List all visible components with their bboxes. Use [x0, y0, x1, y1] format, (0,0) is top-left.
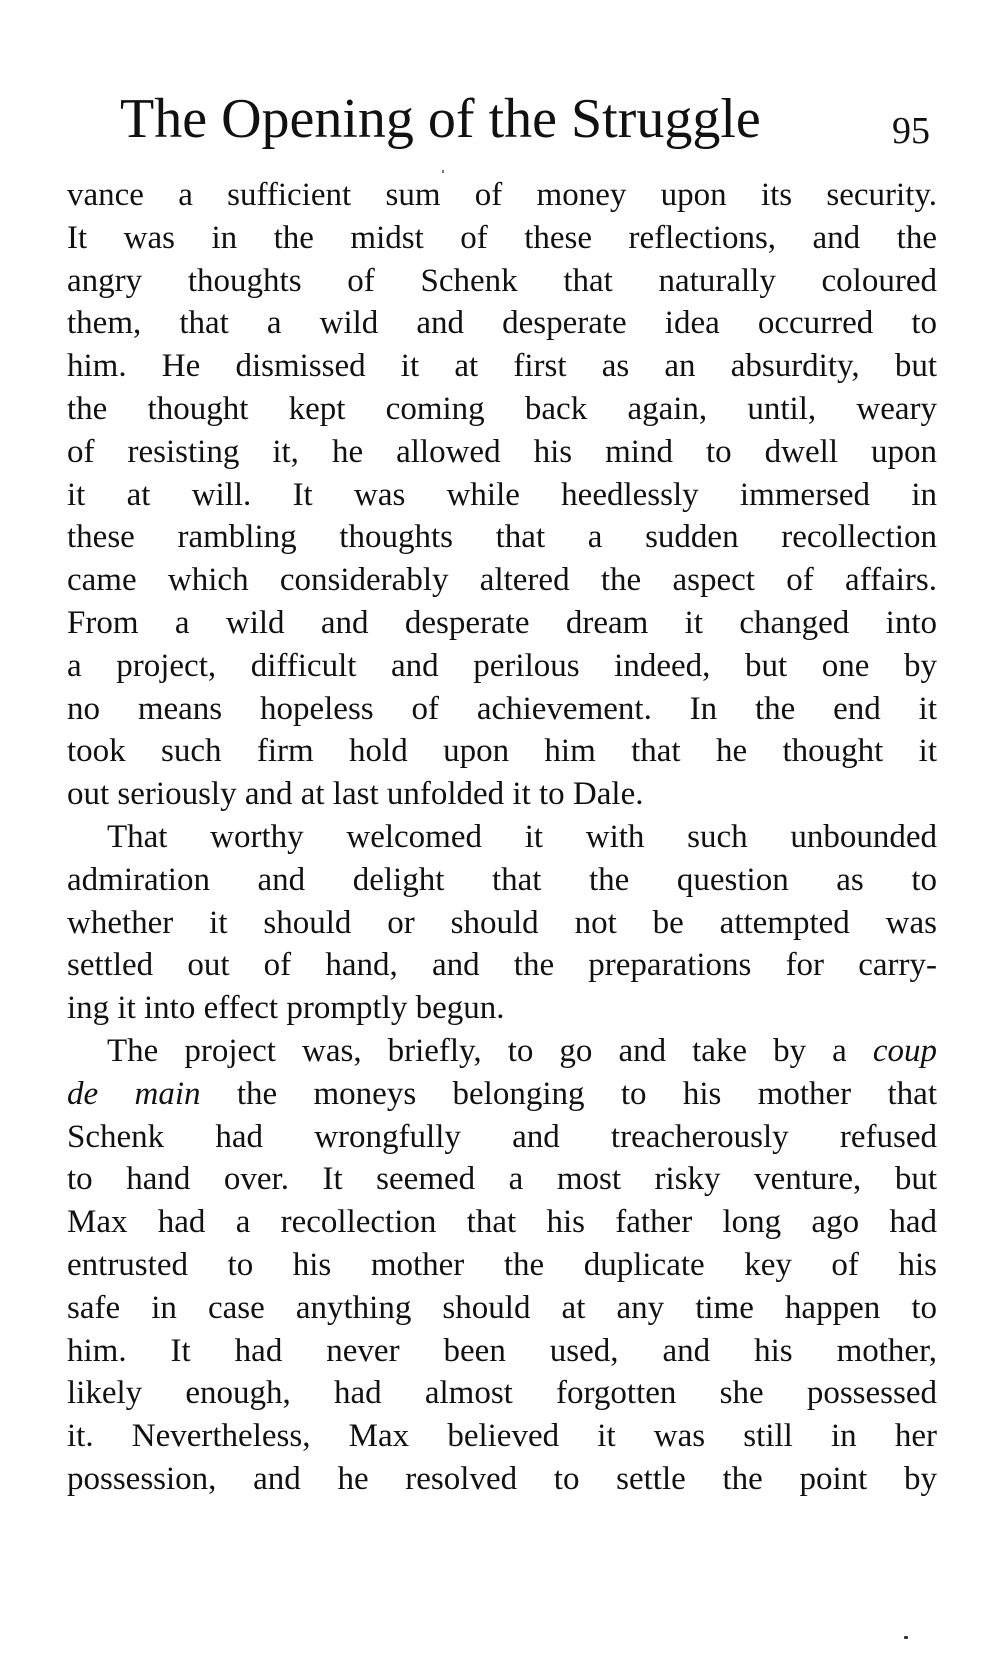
text-line: likely enough, had almost forgotten she possessed — [67, 1375, 937, 1412]
text-line: him. It had never been used, and his mother, — [67, 1332, 937, 1369]
text-line: safe in case anything should at any time happen to — [67, 1289, 937, 1326]
text-line: ing it into effect promptly begun. — [67, 990, 505, 1027]
text-line: these rambling thoughts that a sudden recollection — [67, 519, 937, 556]
italic-phrase: coup — [872, 1032, 938, 1069]
text-line: no means hopeless of achievement. In the end it — [67, 690, 937, 727]
text-line: It was in the midst of these reflections, and the — [67, 219, 937, 256]
text-line: a project, difficult and perilous indeed, but one by — [67, 647, 937, 684]
text-line: the thought kept coming back again, until, weary — [67, 390, 937, 427]
page-number: 95 — [892, 110, 930, 152]
text-line: took such firm hold upon him that he thought it — [67, 733, 937, 770]
text-line: it. Nevertheless, Max believed it was still in her — [67, 1418, 937, 1455]
body-text — [67, 174, 937, 1501]
italic-phrase: de main — [67, 1075, 201, 1112]
text-line: settled out of hand, and the preparations for carry- — [67, 947, 937, 984]
text-line: him. He dismissed it at first as an absurdity, but — [67, 348, 937, 385]
text-line: Max had a recollection that his father long ago had — [67, 1204, 937, 1241]
text-segment: the moneys belonging to his mother that — [236, 1075, 937, 1112]
text-line: entrusted to his mother the duplicate key of his — [67, 1246, 937, 1283]
text-line: came which considerably altered the aspect of affairs. — [67, 562, 937, 599]
ink-speck — [904, 1636, 908, 1639]
running-title: The Opening of the Struggle — [120, 88, 761, 150]
text-line: admiration and delight that the question as to — [67, 861, 937, 898]
text-line: to hand over. It seemed a most risky venture, but — [67, 1161, 937, 1198]
text-line: vance a sufficient sum of money upon its security. — [67, 177, 937, 213]
text-line: possession, and he resolved to settle the point by — [67, 1460, 937, 1497]
text-line: it at will. It was while heedlessly immersed in — [67, 476, 937, 513]
text-line-with-italic — [67, 1073, 937, 1116]
page-header — [120, 78, 940, 160]
text-line: Schenk had wrongfully and treacherously refused — [67, 1118, 937, 1155]
text-line: whether it should or should not be attempted was — [67, 904, 937, 941]
text-line: From a wild and desperate dream it changed into — [67, 604, 937, 641]
text-line: of resisting it, he allowed his mind to dwell upon — [67, 433, 937, 470]
text-line: them, that a wild and desperate idea occurred to — [67, 305, 937, 342]
text-line-with-italic — [67, 1030, 937, 1073]
text-segment: The project was, briefly, to go and take by a — [107, 1032, 847, 1069]
ink-speck — [442, 170, 444, 173]
text-line: angry thoughts of Schenk that naturally coloured — [67, 262, 937, 299]
text-line: out seriously and at last unfolded it to Dale. — [67, 776, 644, 813]
text-line: That worthy welcomed it with such unbounded — [107, 818, 937, 855]
